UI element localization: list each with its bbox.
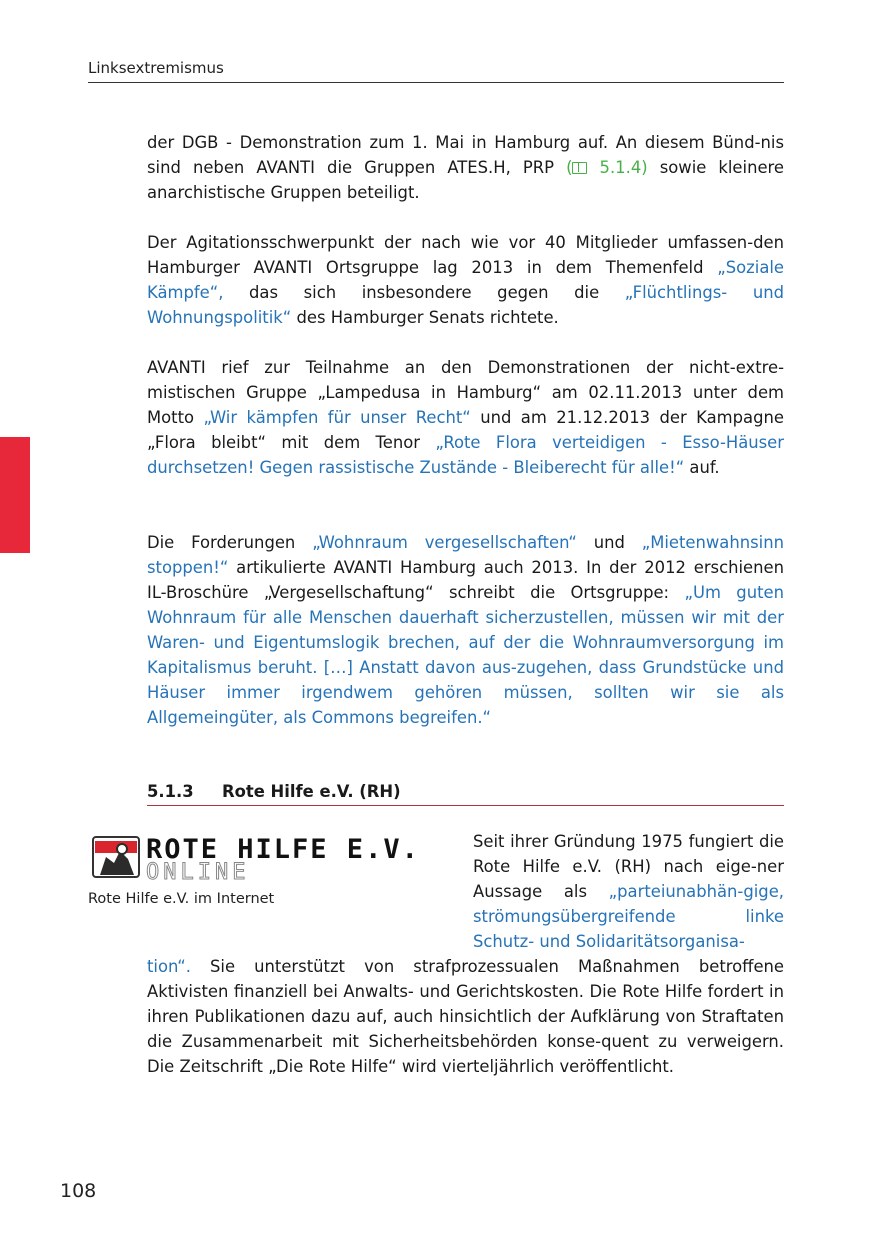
section-heading bbox=[147, 781, 784, 806]
quote-wohnungspolitik: „Flüchtlings- und Wohnungspolitik“ bbox=[147, 283, 784, 327]
quote-motto: „Wir kämpfen für unser Recht“ bbox=[203, 408, 471, 427]
quote-self-description: „parteiunabhän-gige, strömungsübergreifende linke Schutz- und Solidaritätsorganisa- bbox=[473, 882, 784, 951]
logo-caption: Rote Hilfe e.V. im Internet bbox=[88, 891, 275, 907]
paragraph-text: der DGB - Demonstration zum 1. Mai in Hamburg auf. An diesem Bünd-nis sind neben AVANTI die Gruppen ATES.H, PRP bbox=[147, 133, 784, 177]
quote-self-description-end: tion“. bbox=[147, 957, 191, 976]
section-number: 5.1.3 bbox=[147, 782, 194, 801]
quote-tenor: „Rote Flora verteidigen - Esso-Häuser durchsetzen! Gegen rassistische Zustände - Bleiberecht für alle!“ bbox=[147, 433, 784, 477]
paragraph-4: Die Forderungen „Wohnraum vergesellschaften“ und „Mietenwahnsinn stoppen!“ artikulierte AVANTI Hamburg auch 2013. In der 2012 erschienen IL-Broschüre „Vergesellschaftung“ schreibt die Ortsgruppe: „Um guten Wohnraum für alle Menschen dauerhaft sicherzustellen, müssen wir mit der Waren- und Eigentumslogik brechen, auf der die Wohnraumversorgung im Kapitalismus beruht. […] Anstatt davon aus-zugehen, dass Grundstücke und Häuser immer irgendwem gehören müssen, sollten wir sie als Allgemeingüter, als Commons begreifen.“ bbox=[147, 533, 784, 727]
quote-soziale-kaempfe: „Soziale Kämpfe“, bbox=[147, 258, 784, 302]
quote-brochure: „Um guten Wohnraum für alle Menschen dauerhaft sicherzustellen, müssen wir mit der Waren- und Eigentumslogik brechen, auf der die Wohnraumversorgung im Kapitalismus beruht. […] Anstatt davon aus-zugehen, dass Grundstücke und Häuser immer irgendwem gehören müssen, sollten wir sie als Allgemeingüter, als Commons begreifen.“ bbox=[147, 583, 784, 727]
paragraph-1: der DGB - Demonstration zum 1. Mai in Hamburg auf. An diesem Bünd-nis sind neben AVANTI die Gruppen ATES.H, PRP ( 5.1.4) sowie kleinere anarchistische Gruppen beteiligt. bbox=[147, 133, 785, 202]
running-title: Linksextremismus bbox=[88, 59, 224, 77]
header-rule bbox=[88, 82, 784, 83]
logo-main-text: ROTE HILFE E.V. bbox=[146, 834, 420, 865]
page-number: 108 bbox=[60, 1180, 97, 1202]
quote-wohnraum: „Wohnraum vergesellschaften“ bbox=[312, 533, 577, 552]
chapter-side-tab bbox=[0, 437, 30, 553]
rote-hilfe-continued: tion“. Sie unterstützt von strafprozessualen Maßnahmen betroffene Aktivisten finanziell bei Anwalts- und Gerichtskosten. Die Rote Hilfe fordert in ihren Publikationen dazu auf, auch hinsichtlich der Aufklärung von Straftaten die Zusammenarbeit mit Sicherheitsbehörden konse-quent zu verweigern. Die Zeitschrift „Die Rote Hilfe“ wird vierteljährlich veröffentlicht. bbox=[147, 957, 784, 1076]
logo-emblem-red bbox=[95, 841, 137, 853]
cross-reference-link[interactable]: ( 5.1.4) bbox=[566, 158, 648, 177]
logo-sub-text: ONLINE bbox=[146, 860, 250, 881]
rote-hilfe-logo bbox=[92, 833, 447, 881]
quote-mietenwahnsinn: „Mietenwahnsinn stoppen!“ bbox=[147, 533, 784, 577]
logo-emblem-head bbox=[117, 844, 127, 854]
section-title: Rote Hilfe e.V. (RH) bbox=[222, 782, 401, 801]
book-icon bbox=[572, 162, 587, 174]
rote-hilfe-intro: Seit ihrer Gründung 1975 fungiert die Rote Hilfe e.V. (RH) nach eige-ner Aussage als „parteiunabhän-gige, strömungsübergreifende linke Schutz- und Solidaritätsorganisa- bbox=[473, 832, 784, 951]
paragraph-2: Der Agitationsschwerpunkt der nach wie vor 40 Mitglieder umfassen-den Hamburger AVANTI Ortsgruppe lag 2013 in dem Themenfeld „Soziale Kämpfe“, das sich insbesondere gegen die „Flüchtlings- und Wohnungspolitik“ des Hamburger Senats richtete. bbox=[147, 233, 784, 327]
paragraph-3: AVANTI rief zur Teilnahme an den Demonstrationen der nicht-extre-mistischen Gruppe „Lampedusa in Hamburg“ am 02.11.2013 unter dem Motto „Wir kämpfen für unser Recht“ und am 21.12.2013 der Kampagne „Flora bleibt“ mit dem Tenor „Rote Flora verteidigen - Esso-Häuser durchsetzen! Gegen rassistische Zustände - Bleiberecht für alle!“ auf. bbox=[147, 358, 784, 477]
